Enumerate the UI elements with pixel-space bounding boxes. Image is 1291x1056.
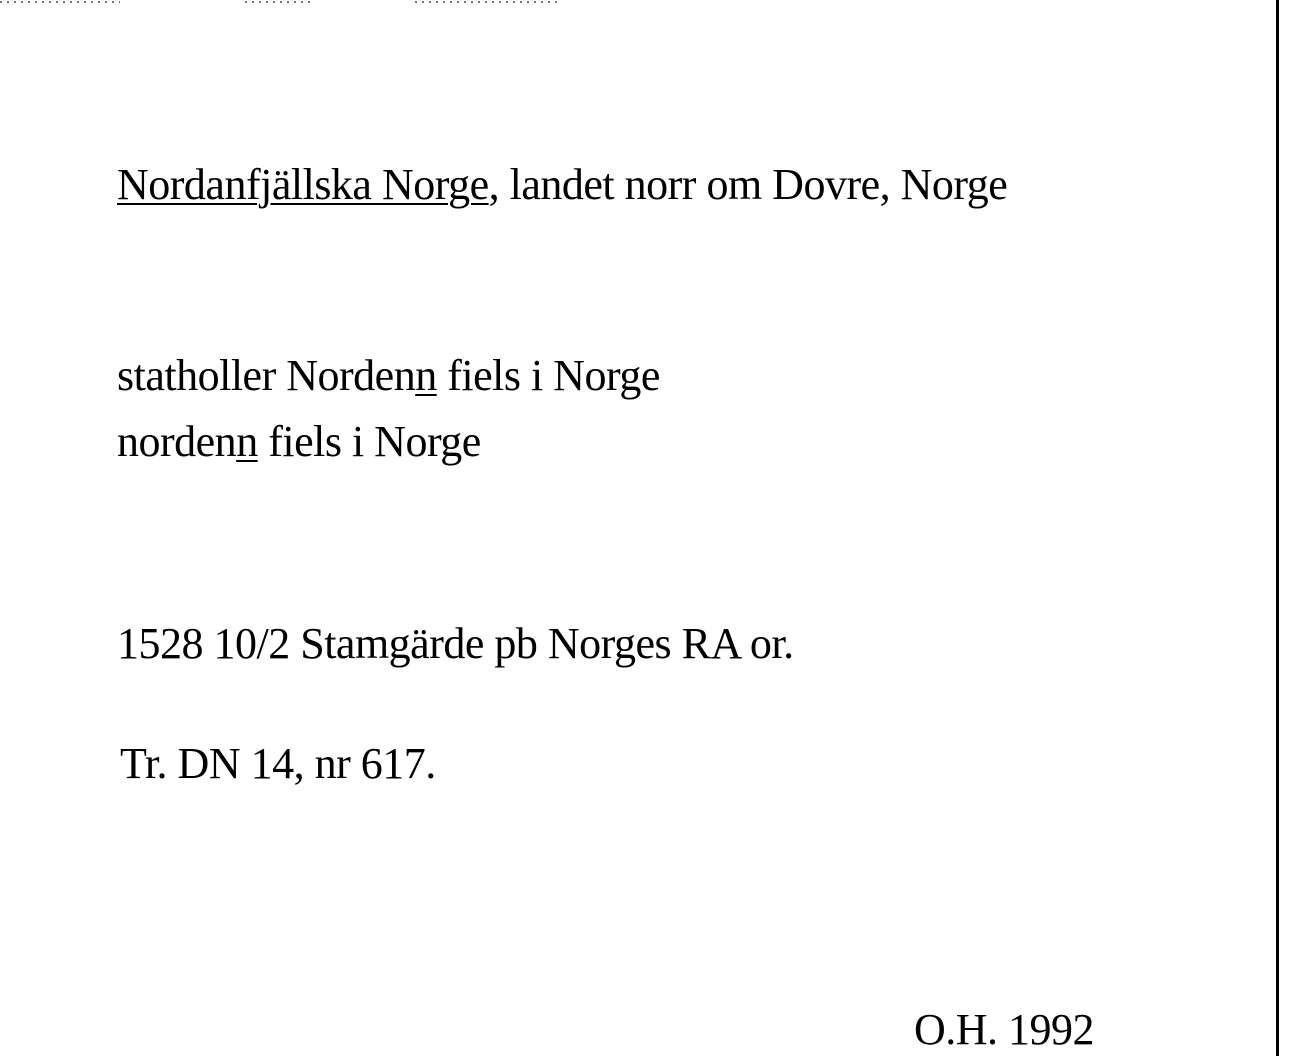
- form-2-prefix: norden: [117, 417, 237, 466]
- source-line: 1528 10/2 Stamgärde pb Norges RA or.: [117, 619, 794, 668]
- headword-term: Nordanfjällska Norge: [117, 160, 489, 209]
- scan-edge-top: [0, 0, 560, 6]
- form-1-prefix: statholler Norden: [117, 351, 416, 400]
- card-border-right: [1276, 0, 1279, 1056]
- form-1-suffix: fiels i Norge: [436, 351, 660, 400]
- headword-definition: , landet norr om Dovre, Norge: [488, 160, 1008, 209]
- form-line-2: [117, 417, 481, 466]
- form-line-1: [117, 351, 660, 400]
- form-2-underlined-letter: n: [236, 417, 258, 466]
- form-2-suffix: fiels i Norge: [257, 417, 481, 466]
- headword-line: [117, 160, 1008, 209]
- form-1-underlined-letter: n: [415, 351, 437, 400]
- print-reference-line: Tr. DN 14, nr 617.: [120, 739, 436, 788]
- signature: O.H. 1992: [914, 1005, 1095, 1054]
